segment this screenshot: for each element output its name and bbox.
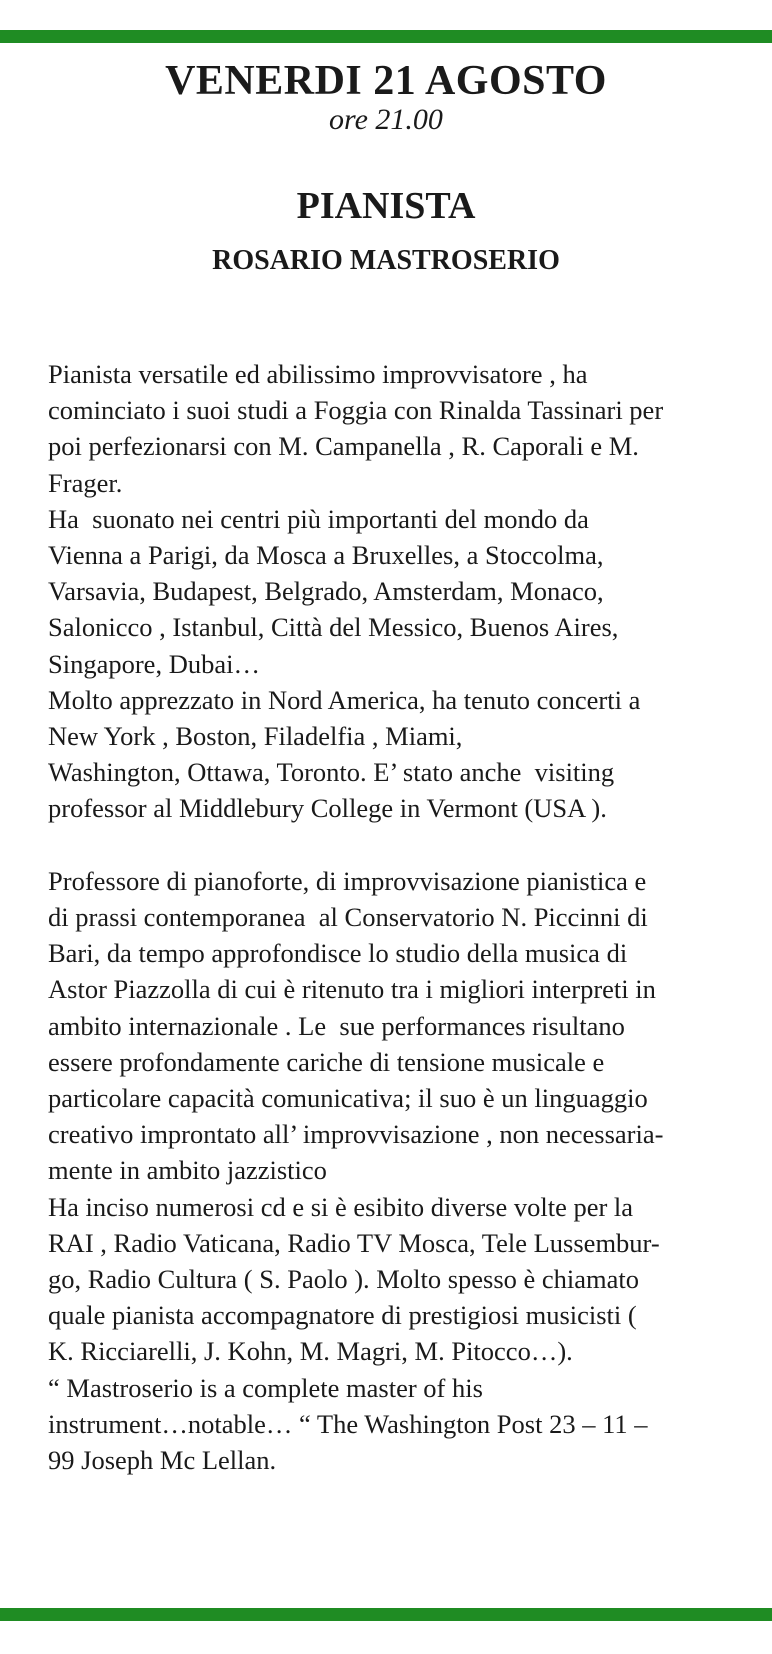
- bio-line: creativo improntato all’ improvvisazione , non necessaria-: [48, 1119, 664, 1150]
- bio-line: Ha inciso numerosi cd e si è esibito diverse volte per la: [48, 1191, 634, 1222]
- bio-line: mente in ambito jazzistico: [48, 1155, 327, 1186]
- bio-line: go, Radio Cultura ( S. Paolo ). Molto spesso è chiamato: [48, 1264, 640, 1295]
- performer-name: ROSARIO MASTROSERIO: [212, 245, 560, 276]
- bio-line: New York , Boston, Filadelfia , Miami,: [48, 721, 463, 752]
- bio-line: professor al Middlebury College in Vermont (USA ).: [48, 793, 607, 824]
- bio-line: Bari, da tempo approfondisce lo studio della musica di: [48, 938, 628, 969]
- bio-line: Varsavia, Budapest, Belgrado, Amsterdam, Monaco,: [48, 576, 604, 607]
- bio-line: Molto apprezzato in Nord America, ha tenuto concerti a: [48, 684, 641, 715]
- bio-line: instrument…notable… “ The Washington Post 23 – 11 –: [48, 1408, 648, 1439]
- event-header: [0, 55, 772, 279]
- bio-line: 99 Joseph Mc Lellan.: [48, 1445, 277, 1476]
- performer-role: PIANISTA: [296, 185, 476, 227]
- bio-line: Astor Piazzolla di cui è ritenuto tra i migliori interpreti in: [48, 974, 656, 1005]
- bio-line: particolare capacità comunicativa; il suo è un linguaggio: [48, 1083, 648, 1114]
- bio-line: Professore di pianoforte, di improvvisazione pianistica e: [48, 865, 647, 896]
- top-green-bar: [0, 30, 772, 43]
- bio-line: quale pianista accompagnatore di prestigiosi musicisti (: [48, 1300, 637, 1331]
- bio-line: Washington, Ottawa, Toronto. E’ stato anche visiting: [48, 757, 615, 788]
- biography: [48, 356, 748, 1478]
- bio-line: Frager.: [48, 467, 123, 498]
- bio-line: di prassi contemporanea al Conservatorio N. Piccinni di: [48, 902, 648, 933]
- bio-line: poi perfezionarsi con M. Campanella , R. Caporali e M.: [48, 431, 639, 462]
- bio-line: Vienna a Parigi, da Mosca a Bruxelles, a Stoccolma,: [48, 540, 604, 571]
- bio-paragraph-1: [48, 356, 748, 827]
- bio-line: ambito internazionale . Le sue performances risultano: [48, 1010, 625, 1041]
- paragraph-gap: [48, 827, 748, 863]
- bio-paragraph-2: [48, 863, 748, 1478]
- event-time: ore 21.00: [329, 103, 443, 136]
- bio-line: essere profondamente cariche di tensione musicale e: [48, 1046, 605, 1077]
- bottom-green-bar: [0, 1608, 772, 1621]
- bio-line: K. Ricciarelli, J. Kohn, M. Magri, M. Pitocco…).: [48, 1336, 573, 1367]
- bio-line: Singapore, Dubai…: [48, 648, 260, 679]
- bio-line: Pianista versatile ed abilissimo improvvisatore , ha: [48, 359, 588, 389]
- bio-line: cominciato i suoi studi a Foggia con Rinalda Tassinari per: [48, 395, 664, 426]
- bio-line: Ha suonato nei centri più importanti del mondo da: [48, 503, 589, 534]
- event-date: VENERDI 21 AGOSTO: [165, 58, 607, 104]
- bio-line: Salonicco , Istanbul, Città del Messico, Buenos Aires,: [48, 612, 619, 643]
- bio-line: RAI , Radio Vaticana, Radio TV Mosca, Tele Lussembur-: [48, 1227, 660, 1258]
- bio-line: “ Mastroserio is a complete master of his: [48, 1372, 483, 1403]
